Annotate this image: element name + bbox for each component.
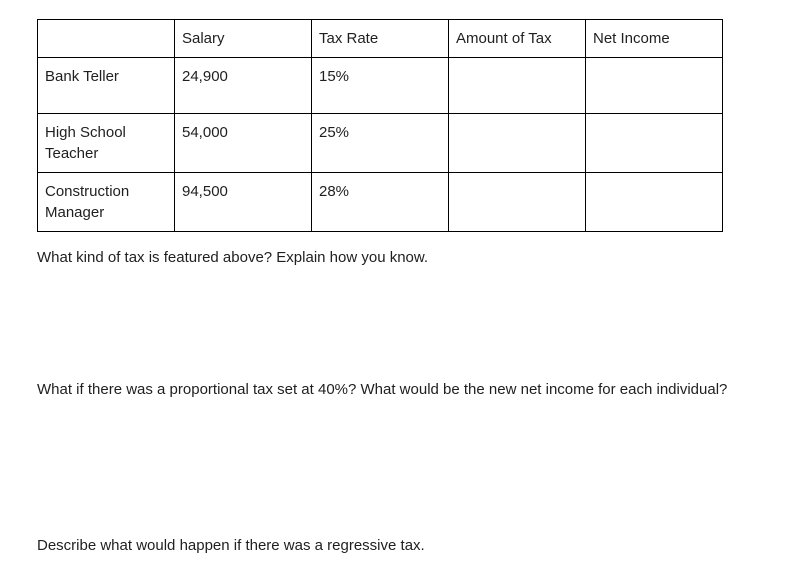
tax-rate-cell: 28% bbox=[312, 173, 449, 232]
header-cell-blank bbox=[38, 20, 175, 58]
table-row bbox=[38, 114, 723, 173]
question-regressive-tax: Describe what would happen if there was a regressive tax. bbox=[37, 537, 425, 554]
header-cell-salary: Salary bbox=[175, 20, 312, 58]
job-cell: Construction Manager bbox=[38, 173, 175, 232]
header-cell-net-income: Net Income bbox=[586, 20, 723, 58]
job-cell: Bank Teller bbox=[38, 58, 175, 114]
salary-cell: 24,900 bbox=[175, 58, 312, 114]
net-income-cell[interactable] bbox=[586, 173, 723, 232]
amount-of-tax-cell[interactable] bbox=[449, 173, 586, 232]
tax-rate-cell: 25% bbox=[312, 114, 449, 173]
header-cell-amount-of-tax: Amount of Tax bbox=[449, 20, 586, 58]
question-tax-type: What kind of tax is featured above? Explain how you know. bbox=[37, 249, 429, 266]
header-cell-tax-rate: Tax Rate bbox=[312, 20, 449, 58]
salary-cell: 54,000 bbox=[175, 114, 312, 173]
tax-table bbox=[37, 19, 723, 232]
tax-rate-cell: 15% bbox=[312, 58, 449, 114]
salary-cell: 94,500 bbox=[175, 173, 312, 232]
table-row bbox=[38, 58, 723, 114]
table-header-row bbox=[38, 20, 723, 58]
amount-of-tax-cell[interactable] bbox=[449, 114, 586, 173]
question-proportional-tax: What if there was a proportional tax set at 40%? What would be the new net income for each individual? bbox=[37, 381, 728, 398]
net-income-cell[interactable] bbox=[586, 58, 723, 114]
table-row bbox=[38, 173, 723, 232]
amount-of-tax-cell[interactable] bbox=[449, 58, 586, 114]
job-cell: High School Teacher bbox=[38, 114, 175, 173]
net-income-cell[interactable] bbox=[586, 114, 723, 173]
